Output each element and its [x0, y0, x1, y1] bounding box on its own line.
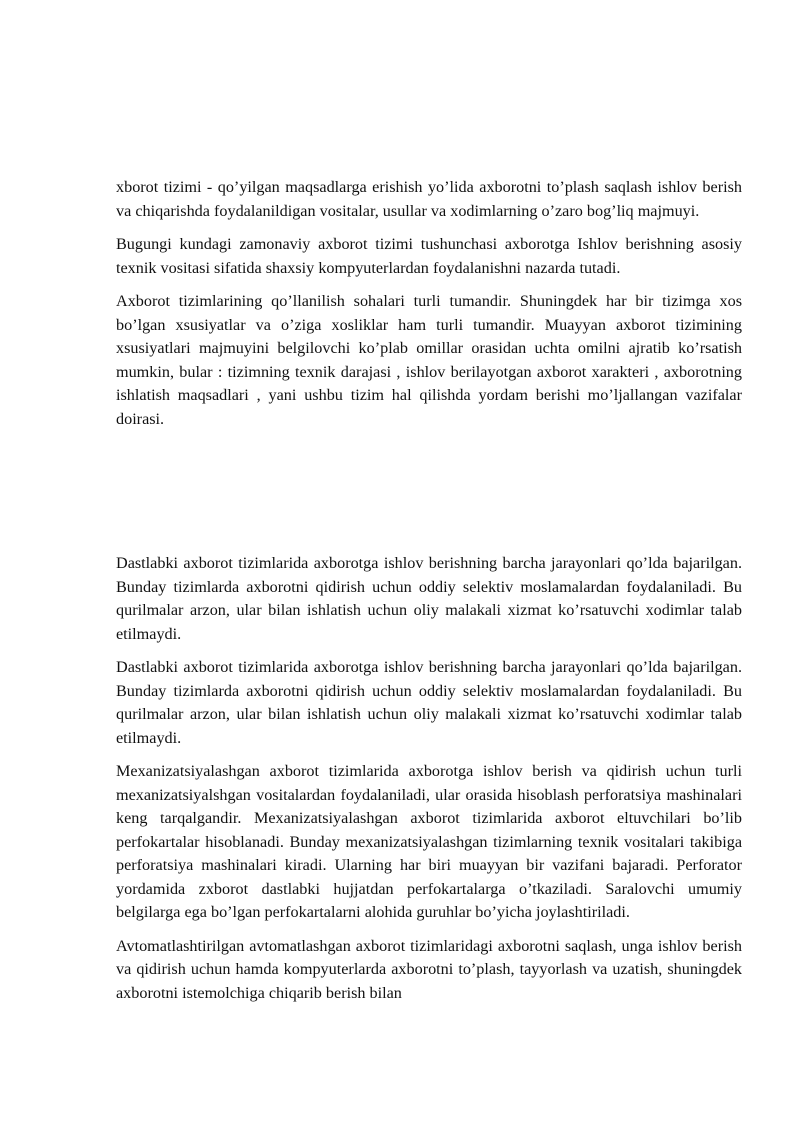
- paragraph: Dastlabki axborot tizimlarida axborotga ishlov berishning barcha jarayonlari qo’lda bajarilgan. Bunday tizimlarda axborotni qidirish uchun oddiy selektiv moslamalardan foydalaniladi. Bu qurilmalar arzon, ular bilan ishlatish uchun oliy malakali xizmat ko’rsatuvchi xodimlar talab etilmaydi.: [116, 658, 742, 747]
- paragraph: Mexanizatsiyalashgan axborot tizimlarida axborotga ishlov berish va qidirish uchun turli mexanizatsiyalshgan vositalardan foydalaniladi, ular orasida hisoblash perforatsiya mashinalari keng tarqalgandir. Mexanizatsiyalashgan axborot tizimlarida axborot eltuvchilari bo’lib perfokartalar hisoblanadi. Bunday mexanizatsiyalashgan tizimlarning texnik vositalari takibiga perforatsiya mashinalari kiradi. Ularning har biri muayyan bir vazifani bajaradi. Perforator yordamida zxborot dastlabki hujjatdan perfokartalarga o’tkaziladi. Saralovchi umumiy belgilarga ega bo’lgan perfokartalarni alohida guruhlar bo’yicha joylashtiriladi.: [116, 762, 742, 921]
- paragraph: xborot tizimi - qo’yilgan maqsadlarga erishish yo’lida axborotni to’plash saqlash ishlov berish va chiqarishda foydalanildigan vositalar, usullar va xodimlarning o’zaro bog’liq majmuyi.: [116, 178, 742, 220]
- paragraph: Bugungi kundagi zamonaviy axborot tizimi tushunchasi axborotga Ishlov berishning asosiy texnik vositasi sifatida shaxsiy kompyuterlardan foydalanishni nazarda tutadi.: [116, 235, 742, 277]
- text-section-2: [116, 552, 742, 1015]
- paragraph: Avtomatlashtirilgan avtomatlashgan axborot tizimlaridagi axborotni saqlash, unga ishlov berish va qidirish uchun hamda kompyuterlarda axborotni to’plash, tayyorlash va uzatish, shuningdek axborotni istemolchiga chiqarib berish bilan: [116, 936, 742, 1002]
- paragraph: Dastlabki axborot tizimlarida axborotga ishlov berishning barcha jarayonlari qo’lda bajarilgan. Bunday tizimlarda axborotni qidirish uchun oddiy selektiv moslamalardan foydalaniladi. Bu qurilmalar arzon, ular bilan ishlatish uchun oliy malakali xizmat ko’rsatuvchi xodimlar talab etilmaydi.: [116, 554, 742, 643]
- paragraph: Axborot tizimlarining qo’llanilish sohalari turli tumandir. Shuningdek har bir tizimga xos bo’lgan xsusiyatlar va o’ziga xosliklar ham turli tumandir. Muayyan axborot tizimining xsusiyatlari majmuyini belgilovchi ko’plab omillar orasidan uchta omilni ajratib ko’rsatish mumkin, bular : tizimning texnik darajasi , ishlov berilayotgan axborot xarakteri , axborotning ishlatish maqsadlari , yani ushbu tizim hal qilishda yordam berishi mo’ljallangan vazifalar doirasi.: [116, 292, 742, 428]
- text-section-1: [116, 176, 742, 441]
